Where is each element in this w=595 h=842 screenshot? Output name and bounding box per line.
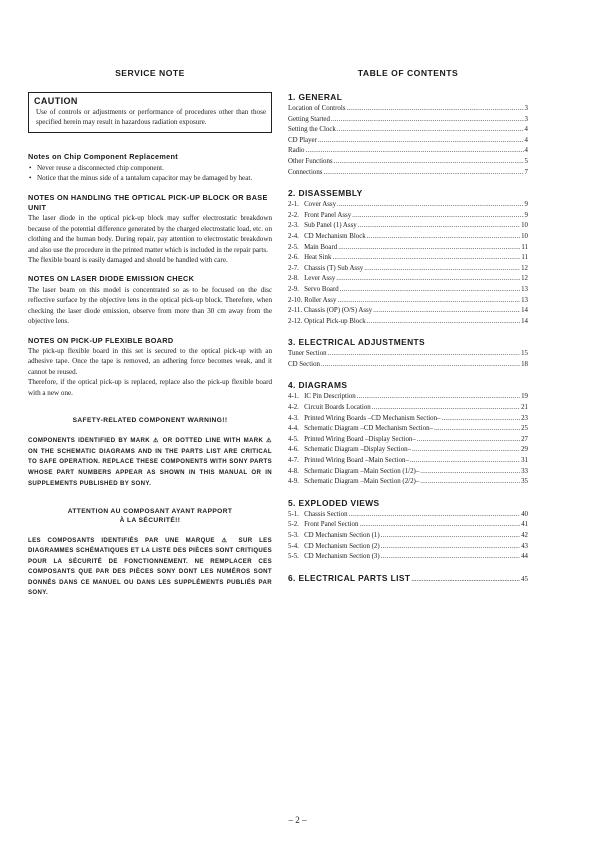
dot-leader bbox=[337, 125, 524, 136]
toc-entry[interactable] bbox=[288, 274, 528, 285]
dot-leader bbox=[336, 274, 520, 285]
service-note-column bbox=[28, 68, 272, 599]
toc-page-number: 21 bbox=[521, 404, 528, 412]
dot-leader bbox=[373, 306, 520, 317]
toc-page-number: 13 bbox=[521, 296, 528, 304]
safety-warning-text: COMPONENTS IDENTIFIED BY MARK ⚠ OR DOTTED LINE WITH MARK ⚠ ON THE SCHEMATIC DIAGRAMS AND IN THE PARTS LIST ARE CRITICAL TO SAFE OPERATION. REPLACE THESE COMPONENTS WITH SONY PARTS WHOSE PART NUMBERS APPEAR AS SHOWN IN THIS MANUAL OR IN SUPPLEMENTS PUBLISHED BY SONY. bbox=[28, 437, 272, 487]
dot-leader bbox=[381, 542, 520, 553]
pickup-notes-text: The flexible board is easily damaged and should be handled with care. bbox=[28, 256, 228, 265]
toc-entry-label: Getting Started bbox=[288, 115, 330, 123]
dot-leader bbox=[420, 467, 520, 478]
toc-heading: TABLE OF CONTENTS bbox=[357, 68, 459, 78]
dot-leader bbox=[352, 211, 523, 222]
toc-entry-label: 4-4. Schematic Diagram –CD Mechanism Section– bbox=[288, 425, 434, 433]
toc-section-title: 1. GENERAL bbox=[288, 92, 343, 102]
toc-page-number: 25 bbox=[521, 425, 528, 433]
toc-entry[interactable] bbox=[288, 168, 528, 179]
dot-leader bbox=[372, 403, 520, 414]
safety-warning-fr-title: À LA SÉCURITÉ!! bbox=[119, 517, 181, 525]
toc-entry-label: 4-8. Schematic Diagram –Main Section (1/2)– bbox=[288, 467, 420, 475]
toc-page-number: 3 bbox=[524, 105, 528, 112]
toc-page-number: 10 bbox=[521, 232, 528, 240]
toc-entry-label: 5-4. CD Mechanism Section (2) bbox=[288, 542, 380, 550]
toc-page-number: 33 bbox=[521, 467, 528, 475]
toc-entry-label: Setting the Clock bbox=[288, 126, 336, 134]
pickup-notes-text: The laser diode in the optical pick-up block may suffer electrostatic breakdown because of the potential difference generated by the charged electrostatic load, etc. on clothing and the human body. During repair, pay attention to electrostatic breakdown and also use the procedure in the printed matter which is included in the repair parts. bbox=[28, 214, 272, 254]
service-note-heading: SERVICE NOTE bbox=[115, 68, 185, 78]
toc-section bbox=[288, 380, 528, 487]
toc-page-number: 27 bbox=[521, 435, 528, 443]
toc-page-number: 31 bbox=[521, 457, 528, 465]
toc-entry[interactable] bbox=[288, 104, 528, 115]
dot-leader bbox=[323, 168, 523, 179]
toc-page-number: 13 bbox=[521, 285, 528, 293]
toc-entry[interactable] bbox=[288, 349, 528, 360]
toc-section-title: 3. ELECTRICAL ADJUSTMENTS bbox=[288, 337, 426, 348]
toc-page-number: 43 bbox=[521, 542, 528, 550]
toc-section bbox=[288, 337, 528, 370]
toc-page-number: 40 bbox=[521, 510, 528, 518]
toc-entry-label: Tuner Section bbox=[288, 350, 327, 358]
toc-page-number: 9 bbox=[524, 211, 528, 219]
toc-section-title: 6. ELECTRICAL PARTS LIST bbox=[288, 572, 411, 583]
toc-entry-label: 2-8. Lever Assy bbox=[288, 275, 336, 283]
dot-leader bbox=[332, 253, 520, 264]
toc-page-number: 4 bbox=[524, 126, 528, 134]
toc-entry-label: 2-3. Sub Panel (1) Assy bbox=[288, 222, 357, 230]
laser-notes-title: NOTES ON LASER DIODE EMISSION CHECK bbox=[28, 274, 195, 284]
toc-page-number: 14 bbox=[521, 307, 528, 315]
toc-entry[interactable] bbox=[288, 477, 528, 488]
dot-leader bbox=[337, 296, 520, 307]
bullet-icon: • bbox=[29, 174, 32, 183]
dot-leader bbox=[367, 317, 520, 328]
dot-leader bbox=[434, 424, 520, 435]
dot-leader bbox=[410, 456, 520, 467]
page-number: – 2 – bbox=[288, 815, 307, 825]
dot-leader bbox=[318, 136, 524, 147]
toc-entry-label: 2-6. Heat Sink bbox=[288, 254, 332, 262]
toc-page-number: 23 bbox=[521, 414, 528, 422]
dot-leader bbox=[442, 414, 521, 425]
toc-entry[interactable] bbox=[288, 211, 528, 222]
toc-page-number: 12 bbox=[521, 264, 528, 272]
chip-notes-list bbox=[28, 163, 272, 184]
toc-entry-label: 2-9. Servo Board bbox=[288, 285, 339, 293]
safety-warning-title: SAFETY-RELATED COMPONENT WARNING!! bbox=[72, 416, 228, 424]
toc-section bbox=[288, 188, 528, 327]
toc-entry[interactable] bbox=[288, 157, 528, 168]
toc-entry-label: 2-4. CD Mechanism Block bbox=[288, 232, 366, 240]
toc-entry[interactable] bbox=[288, 445, 528, 456]
toc-page-number: 12 bbox=[521, 275, 528, 283]
toc-page-number: 7 bbox=[524, 168, 528, 176]
dot-leader bbox=[349, 510, 521, 521]
list-item: • Never reuse a disconnected chip component. bbox=[29, 163, 164, 172]
toc-entry-label: 4-1. IC Pin Description bbox=[288, 393, 356, 401]
toc-entry-label: 2-2. Front Panel Assy bbox=[288, 211, 352, 219]
toc-section-title: 4. DIAGRAMS bbox=[288, 380, 348, 391]
toc-entry[interactable] bbox=[288, 467, 528, 478]
dot-leader bbox=[340, 285, 520, 296]
toc-entry-label: 2-5. Main Board bbox=[288, 243, 338, 251]
toc-entry-label: Other Functions bbox=[288, 157, 333, 165]
toc-entry-label: 5-3. CD Mechanism Section (1) bbox=[288, 532, 380, 539]
toc-entry[interactable] bbox=[288, 317, 528, 328]
toc-page-number: 10 bbox=[521, 222, 528, 230]
toc-entry-label: 2-12. Optical Pick-up Block bbox=[288, 317, 366, 325]
chip-notes-title: Notes on Chip Component Replacement bbox=[28, 152, 178, 162]
dot-leader bbox=[358, 221, 520, 232]
toc-entry-label: 5-1. Chassis Section bbox=[288, 510, 348, 518]
toc-entry-label: 4-3. Printed Wiring Boards –CD Mechanism Section– bbox=[288, 414, 441, 422]
toc-page-number: 4 bbox=[524, 147, 528, 155]
toc-entry-label: Location of Controls bbox=[288, 105, 346, 112]
toc-entry-label: 2-10. Roller Assy bbox=[288, 296, 337, 304]
toc-page-number: 42 bbox=[521, 532, 528, 539]
toc-section bbox=[288, 92, 528, 178]
toc-page-number: 5 bbox=[524, 157, 528, 165]
toc-entry-label: 4-6. Schematic Diagram –Display Section– bbox=[288, 446, 412, 454]
dot-leader bbox=[381, 531, 520, 542]
toc-parts-list-entry[interactable] bbox=[288, 573, 528, 583]
dot-leader bbox=[417, 435, 520, 446]
toc-entry[interactable] bbox=[288, 285, 528, 296]
toc-body bbox=[288, 92, 528, 563]
dot-leader bbox=[331, 115, 524, 126]
dot-leader bbox=[420, 477, 520, 488]
dot-leader bbox=[364, 264, 520, 275]
toc-entry[interactable] bbox=[288, 232, 528, 243]
pickup-notes-title: NOTES ON HANDLING THE OPTICAL PICK-UP BLOCK OR BASE UNIT bbox=[28, 192, 268, 213]
toc-entry-label: Radio bbox=[288, 147, 305, 155]
toc-entry[interactable] bbox=[288, 510, 528, 521]
toc-entry-label: 4-7. Printed Wiring Board –Main Section– bbox=[288, 457, 409, 465]
toc-section-title: 5. EXPLODED VIEWS bbox=[288, 497, 380, 508]
toc-entry[interactable] bbox=[288, 360, 528, 371]
toc-entry[interactable] bbox=[288, 520, 528, 531]
flex-notes-text: Therefore, if the optical pick-up is replaced, replace also the pick-up flexible board with a new one. bbox=[28, 378, 272, 397]
toc-page-number: 45 bbox=[521, 575, 528, 583]
toc-entry[interactable] bbox=[288, 264, 528, 275]
toc-page-number: 18 bbox=[521, 360, 528, 368]
dot-leader bbox=[305, 146, 523, 157]
toc-entry[interactable] bbox=[288, 435, 528, 446]
flex-notes-text: The pick-up flexible board in this set is secured to the optical pick-up with an adhesive tape. Once the tape is removed, an adhering force becomes weak, and it cannot be reused. bbox=[28, 346, 272, 376]
toc-page-number: 3 bbox=[524, 115, 528, 123]
toc-entry[interactable] bbox=[288, 542, 528, 553]
dot-leader bbox=[346, 104, 523, 115]
toc-entry[interactable] bbox=[288, 125, 528, 136]
dot-leader bbox=[359, 520, 520, 531]
dot-leader bbox=[357, 392, 520, 403]
toc-entry[interactable] bbox=[288, 306, 528, 317]
table-of-contents bbox=[288, 68, 528, 583]
toc-entry[interactable] bbox=[288, 243, 528, 254]
safety-warning-fr-text: LES COMPOSANTS IDENTIFIÉS PAR UNE MARQUE ⚠ SUR LES DIAGRAMMES SCHÉMATIQUES ET LA LISTE DES PIÈCES SONT CRITIQUES POUR LA SÉCURITÉ DE FONCTIONNEMENT. NE REMPLACER CES COMPOSANTS QUE PAR DES PIÈCES SONY DONT LES NUMÉROS SONT DONNÉS DANS CE MANUEL OU DANS LES SUPPLÉMENTS PUBLIÉS PAR SONY. bbox=[28, 536, 272, 597]
caution-title: CAUTION bbox=[34, 96, 78, 106]
toc-entry[interactable] bbox=[288, 531, 528, 542]
toc-entry-label: 4-9. Schematic Diagram –Main Section (2/2)– bbox=[288, 478, 420, 486]
toc-page-number: 35 bbox=[521, 478, 528, 486]
toc-entry-label: 4-2. Circuit Boards Location bbox=[288, 404, 371, 412]
dot-leader bbox=[337, 200, 524, 211]
toc-page-number: 29 bbox=[521, 446, 528, 454]
toc-page-number: 14 bbox=[521, 317, 528, 325]
toc-page-number: 11 bbox=[521, 254, 528, 262]
toc-entry[interactable] bbox=[288, 296, 528, 307]
toc-entry[interactable] bbox=[288, 414, 528, 425]
toc-entry[interactable] bbox=[288, 146, 528, 157]
toc-page-number: 15 bbox=[521, 350, 528, 358]
toc-page-number: 41 bbox=[521, 521, 528, 529]
toc-page-number: 9 bbox=[524, 201, 528, 209]
toc-entry[interactable] bbox=[288, 115, 528, 126]
toc-entry[interactable] bbox=[288, 552, 528, 563]
bullet-icon: • bbox=[29, 163, 32, 172]
toc-entry-label: 5-2. Front Panel Section bbox=[288, 521, 359, 529]
toc-entry[interactable] bbox=[288, 200, 528, 211]
toc-entry[interactable] bbox=[288, 403, 528, 414]
toc-entry-label: CD Section bbox=[288, 360, 320, 368]
dot-leader bbox=[338, 243, 520, 254]
toc-entry[interactable] bbox=[288, 424, 528, 435]
toc-page-number: 11 bbox=[521, 243, 528, 251]
list-item: • Notice that the minus side of a tantalum capacitor may be damaged by heat. bbox=[29, 174, 253, 183]
toc-entry[interactable] bbox=[288, 136, 528, 147]
toc-entry[interactable] bbox=[288, 456, 528, 467]
dot-leader bbox=[334, 157, 524, 168]
toc-section-title: 2. DISASSEMBLY bbox=[288, 188, 363, 199]
dot-leader bbox=[321, 360, 520, 371]
toc-section bbox=[288, 498, 528, 563]
dot-leader bbox=[412, 445, 520, 456]
toc-entry-label: 5-5. CD Mechanism Section (3) bbox=[288, 553, 380, 561]
toc-entry[interactable] bbox=[288, 253, 528, 264]
caution-box bbox=[28, 92, 272, 133]
toc-entry[interactable] bbox=[288, 221, 528, 232]
toc-entry[interactable] bbox=[288, 392, 528, 403]
dot-leader bbox=[367, 232, 520, 243]
laser-notes-text: The laser beam on this model is concentrated so as to be focused on the disc reflective surface by the objective lens in the optical pick-up block. Therefore, when checking the laser diode emission, observe from more than 30 cm away from the objective lens. bbox=[28, 285, 272, 326]
toc-entry-label: 2-7. Chassis (T) Sub Assy bbox=[288, 264, 364, 272]
caution-text: Use of controls or adjustments or performance of procedures other than those specified herein may result in hazardous radiation exposure. bbox=[36, 108, 266, 127]
toc-entry-label: 2-1. Cover Assy bbox=[288, 201, 337, 209]
flex-notes-title: NOTES ON PICK-UP FLEXIBLE BOARD bbox=[28, 335, 174, 345]
toc-entry-label: 2-11. Chassis (OP) (O/S) Assy bbox=[288, 307, 373, 315]
toc-entry-label: Connections bbox=[288, 168, 323, 176]
toc-page-number: 19 bbox=[521, 393, 528, 401]
toc-page-number: 44 bbox=[521, 553, 528, 561]
toc-entry-label: CD Player bbox=[288, 136, 317, 144]
dot-leader bbox=[328, 349, 521, 360]
dot-leader bbox=[381, 552, 520, 563]
toc-page-number: 4 bbox=[524, 136, 528, 144]
dot-leader bbox=[411, 576, 520, 583]
toc-entry-label: 4-5. Printed Wiring Board –Display Section– bbox=[288, 435, 416, 443]
safety-warning-fr-title: ATTENTION AU COMPOSANT AYANT RAPPORT bbox=[67, 508, 233, 516]
